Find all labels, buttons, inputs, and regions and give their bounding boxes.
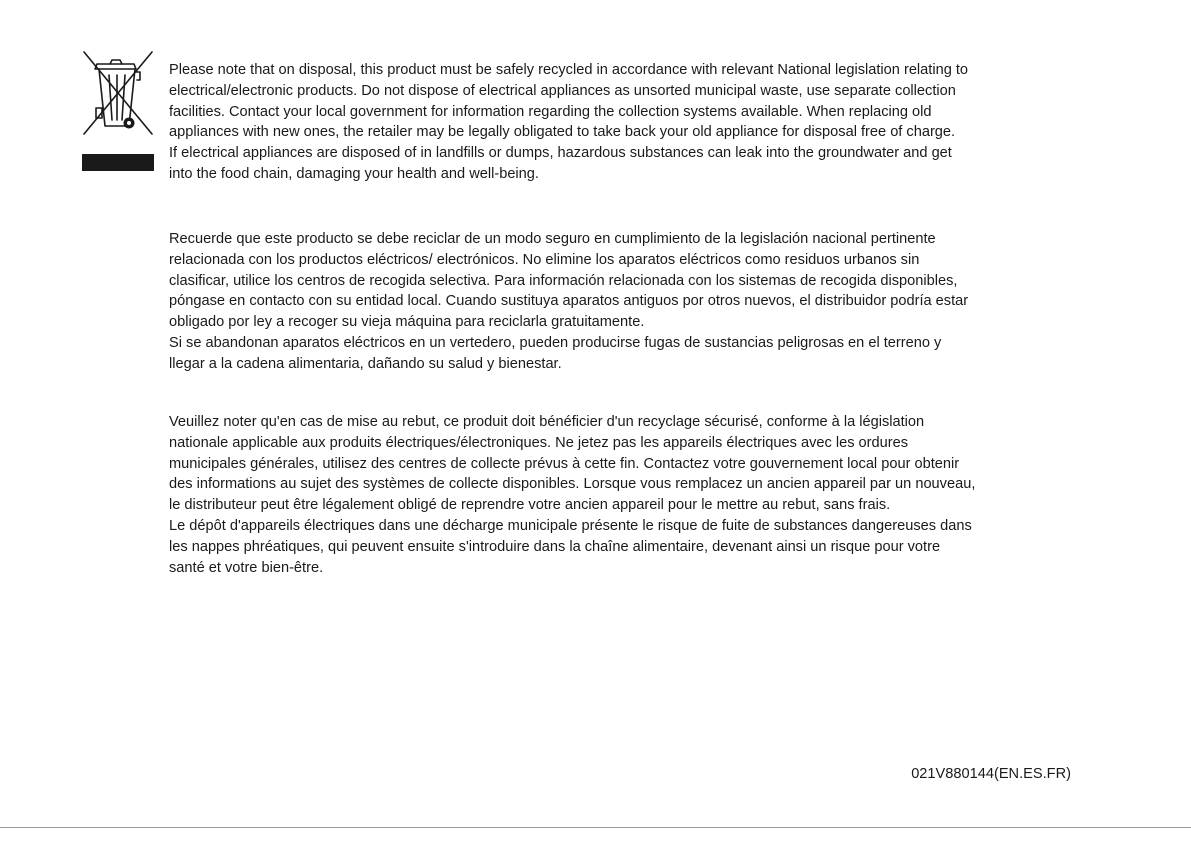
notice-line: le distributeur peut être légalement obligé de reprendre votre ancien appareil pour le mettre au rebut, sans frais. bbox=[169, 497, 891, 514]
crossed-out-wheelie-bin-icon bbox=[82, 50, 154, 172]
notice-line: relacionada con los productos eléctricos/ electrónicos. No elimine los aparatos eléctricos como residuos urbanos sin bbox=[169, 251, 920, 268]
document-code: 021V880144(EN.ES.FR) bbox=[911, 766, 1071, 782]
notice-line: póngase en contacto con su entidad local. Cuando sustituya aparatos antiguos por otros nuevos, el distribuidor podría estar bbox=[169, 293, 969, 310]
notice-spanish bbox=[169, 229, 1109, 375]
notice-line: clasificar, utilice los centros de recogida selectiva. Para información relacionada con los sistemas de recogida disponibles, bbox=[169, 272, 958, 289]
notice-french bbox=[169, 412, 1109, 578]
notice-line: Le dépôt d'appareils électriques dans une décharge municipale présente le risque de fuite de substances dangereuses dans bbox=[169, 517, 972, 534]
notice-line: electrical/electronic products. Do not dispose of electrical appliances as unsorted municipal waste, use separate collection bbox=[169, 82, 956, 99]
notice-line: nationale applicable aux produits électriques/électroniques. Ne jetez pas les appareils électriques avec les ordures bbox=[169, 434, 909, 451]
notice-line: obligado por ley a recoger su vieja máquina para reciclarla gratuitamente. bbox=[169, 314, 645, 331]
notice-line: llegar a la cadena alimentaria, dañando su salud y bienestar. bbox=[169, 355, 562, 372]
notice-line: If electrical appliances are disposed of in landfills or dumps, hazardous substances can leak into the groundwater and get bbox=[169, 145, 952, 162]
notice-line: Si se abandonan aparatos eléctricos en un vertedero, pueden producirse fugas de sustancias peligrosas en el terreno y bbox=[169, 334, 942, 351]
notice-english bbox=[169, 60, 1109, 185]
notice-line: into the food chain, damaging your health and well-being. bbox=[169, 165, 539, 182]
notice-line: facilities. Contact your local government for information regarding the collection systems available. When replacing old bbox=[169, 103, 932, 120]
notice-line: Recuerde que este producto se debe reciclar de un modo seguro en cumplimiento de la legislación nacional pertinente bbox=[169, 231, 936, 247]
notice-line: appliances with new ones, the retailer may be legally obligated to take back your old appliance for disposal free of charge. bbox=[169, 124, 956, 141]
notice-line: Veuillez noter qu'en cas de mise au rebut, ce produit doit bénéficier d'un recyclage sécurisé, conforme à la législation bbox=[169, 414, 925, 430]
notice-line: municipales générales, utilisez des centres de collecte prévus à cette fin. Contactez votre gouvernement local pour obtenir bbox=[169, 455, 960, 472]
notice-line: des informations au sujet des systèmes de collecte disponibles. Lorsque vous remplacez un ancien appareil par un nouveau, bbox=[169, 476, 976, 493]
notice-line: les nappes phréatiques, qui peuvent ensuite s'introduire dans la chaîne alimentaire, devenant ainsi un risque pour votre bbox=[169, 538, 941, 555]
notice-line: Please note that on disposal, this product must be safely recycled in accordance with relevant National legislation relating to bbox=[169, 62, 969, 78]
notice-line: santé et votre bien-être. bbox=[169, 559, 324, 576]
bottom-divider bbox=[0, 827, 1191, 828]
